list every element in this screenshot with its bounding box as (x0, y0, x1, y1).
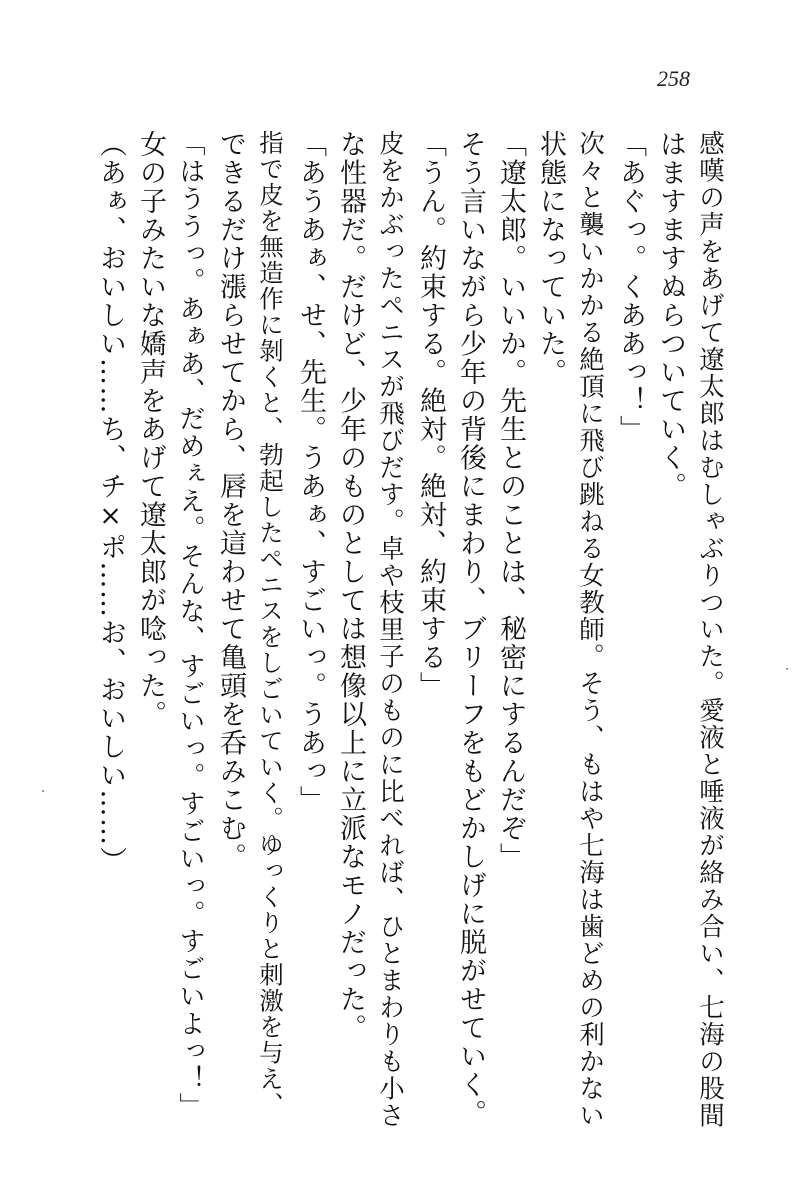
text-column: 感嘆の声をあげて遼太郎はむしゃぶりついた。愛液と唾液が絡み合い、七海の股間 (695, 130, 725, 1129)
scan-speck (786, 668, 788, 670)
scan-speck (42, 790, 44, 792)
text-column: 女の子みたいな嬌声をあげて遼太郎が唸った。 (135, 130, 166, 729)
text-column: 指で皮を無造作に剝くと、勃起したペニスをしごいていく。ゆっくりと刺激を与え、 (256, 130, 285, 1118)
text-column: 「はううっ。あぁあ、だめぇえ。そんな、すごいっ。すごいっ。すごいよっ！」 (175, 130, 205, 1120)
body-text (70, 130, 730, 1130)
text-column: そう言いながら少年の背後にまわり、ブリーフをもどかしげに脱がせていく。 (455, 130, 486, 1128)
text-column: 皮をかぶったペニスが飛びだす。卓や枝里子のものに比べれば、ひとまわりも小さ (375, 130, 405, 1129)
text-column: （あぁ、おいしい……ち、チ×ポ……お、おいしい……） (95, 130, 126, 875)
text-column: できるだけ漲らせてから、唇を這わせて亀頭を呑みこむ。 (215, 130, 246, 871)
text-column: 状態になっていた。 (535, 130, 566, 387)
text-column: 「うん。約束する。絶対。絶対、約束する」 (415, 130, 446, 700)
text-column: な性器だ。だけど、少年のものとしては想像以上に立派なモノだった。 (335, 130, 366, 1042)
text-column: 「遼太郎。いいか。先生とのことは、秘密にするんだぞ」 (495, 130, 526, 871)
text-column: はますますぬらついていく。 (655, 130, 686, 501)
text-column: 「あぐっ。くああっ！」 (615, 130, 646, 444)
page-number: 258 (657, 66, 690, 91)
text-column: 「あうあぁ、せ、先生。うあぁ、すごいっ。うあっ」 (295, 130, 326, 814)
text-column: 次々と襲いかかる絶頂に飛び跳ねる女教師。そう、もはや七海は歯どめの利かない (575, 130, 605, 1129)
